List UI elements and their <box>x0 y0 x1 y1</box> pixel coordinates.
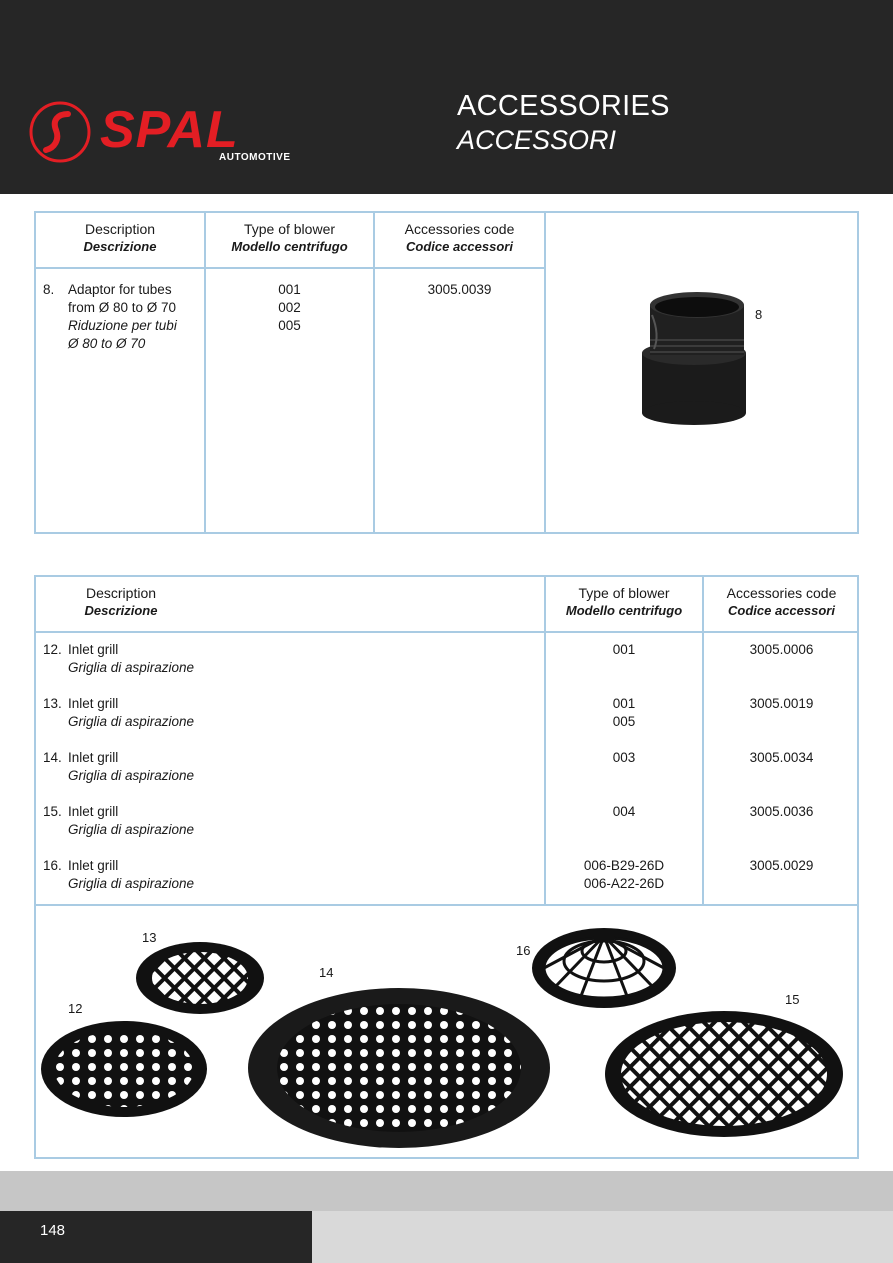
table-row-types: 004 <box>612 804 636 819</box>
logo-brand-text: SPAL <box>100 101 239 159</box>
table-row-number: 15. <box>43 804 62 819</box>
image-label-8: 8 <box>755 307 763 322</box>
table-row-types: 001 002 005 <box>278 282 301 333</box>
table-row-description: Inlet grill Griglia di aspirazione <box>68 750 195 783</box>
page-title: ACCESSORIES <box>457 90 670 122</box>
table-row-description: Adaptor for tubes from Ø 80 to Ø 70 Riduzione per tubi Ø 80 to Ø 70 <box>68 282 177 351</box>
spal-logo-mark-icon <box>28 100 92 164</box>
table-row-code: 3005.0006 <box>749 642 814 657</box>
table-row-code: 3005.0034 <box>749 750 814 765</box>
table-1-header-description: Description Descrizione <box>83 221 157 254</box>
table-2-header-type: Type of blower Modello centrifugo <box>565 585 683 618</box>
table-row-description: Inlet grill Griglia di aspirazione <box>68 696 195 729</box>
image-label-12: 12 <box>68 1001 83 1016</box>
image-label-16: 16 <box>516 943 531 958</box>
page-title-italian: ACCESSORI <box>457 125 617 155</box>
table-row-code: 3005.0029 <box>749 858 814 873</box>
table-row-types: 003 <box>612 750 636 765</box>
table-2-header-divider <box>34 631 859 633</box>
table-1-divider <box>204 211 206 534</box>
table-row-types: 001 <box>612 642 636 657</box>
grill-16-image <box>532 928 676 1008</box>
spal-logo <box>28 98 298 168</box>
table-row-number: 8. <box>43 282 55 297</box>
table-row-description: Inlet grill Griglia di aspirazione <box>68 858 195 891</box>
inlet-grills-image <box>36 906 857 1157</box>
table-1-divider <box>373 211 375 534</box>
table-row-types: 001 005 <box>612 696 636 729</box>
table-1-divider <box>544 211 546 534</box>
table-row-code: 3005.0039 <box>427 282 492 297</box>
table-1-header-code: Accessories code Codice accessori <box>404 221 515 254</box>
table-row-code: 3005.0036 <box>749 804 814 819</box>
table-row-code: 3005.0019 <box>749 696 814 711</box>
table-row-number: 12. <box>43 642 62 657</box>
image-label-13: 13 <box>142 930 157 945</box>
table-row-number: 16. <box>43 858 62 873</box>
grill-14-image <box>248 988 550 1148</box>
table-row-number: 13. <box>43 696 62 711</box>
footer-band-stripe <box>0 1171 893 1211</box>
logo-subtext: AUTOMOTIVE <box>219 152 291 163</box>
grill-13-image <box>136 942 264 1014</box>
grill-12-image <box>41 1021 207 1117</box>
table-row-description: Inlet grill Griglia di aspirazione <box>68 804 195 837</box>
table-2-header-description: Description Descrizione <box>84 585 158 618</box>
page-number: 148 <box>40 1222 66 1239</box>
grill-15-image <box>605 1011 843 1137</box>
adaptor-tube-image <box>630 285 763 430</box>
table-row-types: 006-B29-26D 006-A22-26D <box>583 858 665 891</box>
image-label-15: 15 <box>785 992 800 1007</box>
image-label-14: 14 <box>319 965 334 980</box>
table-row-description: Inlet grill Griglia di aspirazione <box>68 642 195 675</box>
table-2-header-code: Accessories code Codice accessori <box>726 585 837 618</box>
table-1-header-divider <box>34 267 546 269</box>
table-row-number: 14. <box>43 750 62 765</box>
table-1-header-type: Type of blower Modello centrifugo <box>231 221 348 254</box>
